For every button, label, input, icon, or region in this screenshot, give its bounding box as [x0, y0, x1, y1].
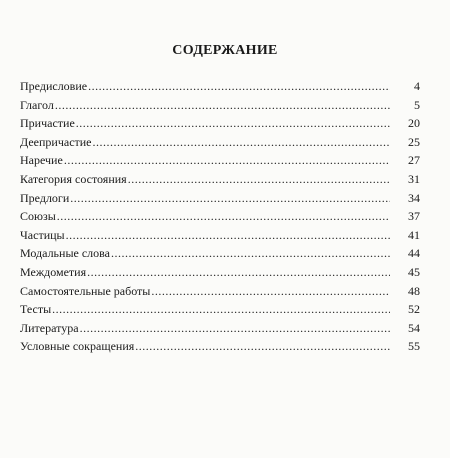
toc-entry-label: Условные сокращения	[20, 339, 135, 354]
toc-entry	[20, 246, 420, 265]
toc-entry-label: Модальные слова	[20, 246, 110, 261]
toc-entry	[20, 116, 420, 135]
toc-entry	[20, 209, 420, 228]
toc-entry-page: 54	[408, 320, 420, 335]
toc-entry-label: Тесты	[20, 302, 52, 317]
toc-dot-leader	[65, 228, 390, 243]
toc-entry-page: 48	[408, 283, 420, 298]
toc-entry-page: 52	[408, 302, 420, 317]
toc-entry-label: Наречие	[20, 153, 63, 168]
toc-dot-leader	[79, 321, 390, 336]
toc-entry-label: Междометия	[20, 264, 87, 279]
toc-entry-page: 27	[408, 153, 420, 168]
toc-dot-leader	[87, 79, 390, 94]
toc-entry	[20, 265, 420, 284]
toc-dot-leader	[150, 284, 390, 299]
toc-dot-leader	[63, 153, 390, 168]
toc-entry-label: Причастие	[20, 116, 75, 131]
toc-entry-page: 5	[414, 97, 420, 112]
toc-entry-page: 20	[408, 116, 420, 131]
toc-entry-page: 41	[408, 227, 420, 242]
table-of-contents	[20, 79, 420, 358]
toc-dot-leader	[56, 209, 390, 224]
toc-entry-page: 34	[408, 190, 420, 205]
toc-entry-page: 37	[408, 209, 420, 224]
toc-entry-page: 44	[408, 246, 420, 261]
toc-entry-label: Предлоги	[20, 190, 70, 205]
toc-dot-leader	[134, 339, 390, 354]
toc-entry	[20, 172, 420, 191]
toc-entry-label: Частицы	[20, 227, 65, 242]
toc-entry-label: Деепричастие	[20, 134, 92, 149]
toc-entry-page: 55	[408, 339, 420, 354]
toc-entry	[20, 191, 420, 210]
toc-entry-page: 31	[408, 171, 420, 186]
toc-dot-leader	[86, 265, 390, 280]
toc-entry	[20, 153, 420, 172]
toc-dot-leader	[110, 246, 390, 261]
page-title: СОДЕРЖАНИЕ	[172, 43, 278, 58]
toc-entry-page: 25	[408, 134, 420, 149]
toc-entry	[20, 284, 420, 303]
toc-entry	[20, 98, 420, 117]
toc-entry-label: Самостоятельные работы	[20, 283, 151, 298]
toc-dot-leader	[92, 135, 390, 150]
toc-entry	[20, 339, 420, 358]
toc-dot-leader	[51, 302, 390, 317]
toc-entry-page: 4	[414, 79, 420, 93]
toc-entry	[20, 135, 420, 154]
toc-entry-label: Категория состояния	[20, 171, 127, 186]
toc-entry-page: 45	[408, 264, 420, 279]
toc-entry-label: Предисловие	[20, 79, 88, 93]
toc-entry-label: Глагол	[20, 97, 54, 112]
toc-entry-label: Литература	[20, 320, 79, 335]
toc-dot-leader	[69, 191, 390, 206]
toc-entry	[20, 228, 420, 247]
toc-entry	[20, 79, 420, 98]
toc-dot-leader	[54, 98, 390, 113]
toc-dot-leader	[127, 172, 390, 187]
toc-entry-label: Союзы	[20, 209, 56, 224]
toc-entry	[20, 321, 420, 340]
toc-entry	[20, 302, 420, 321]
toc-dot-leader	[75, 116, 390, 131]
